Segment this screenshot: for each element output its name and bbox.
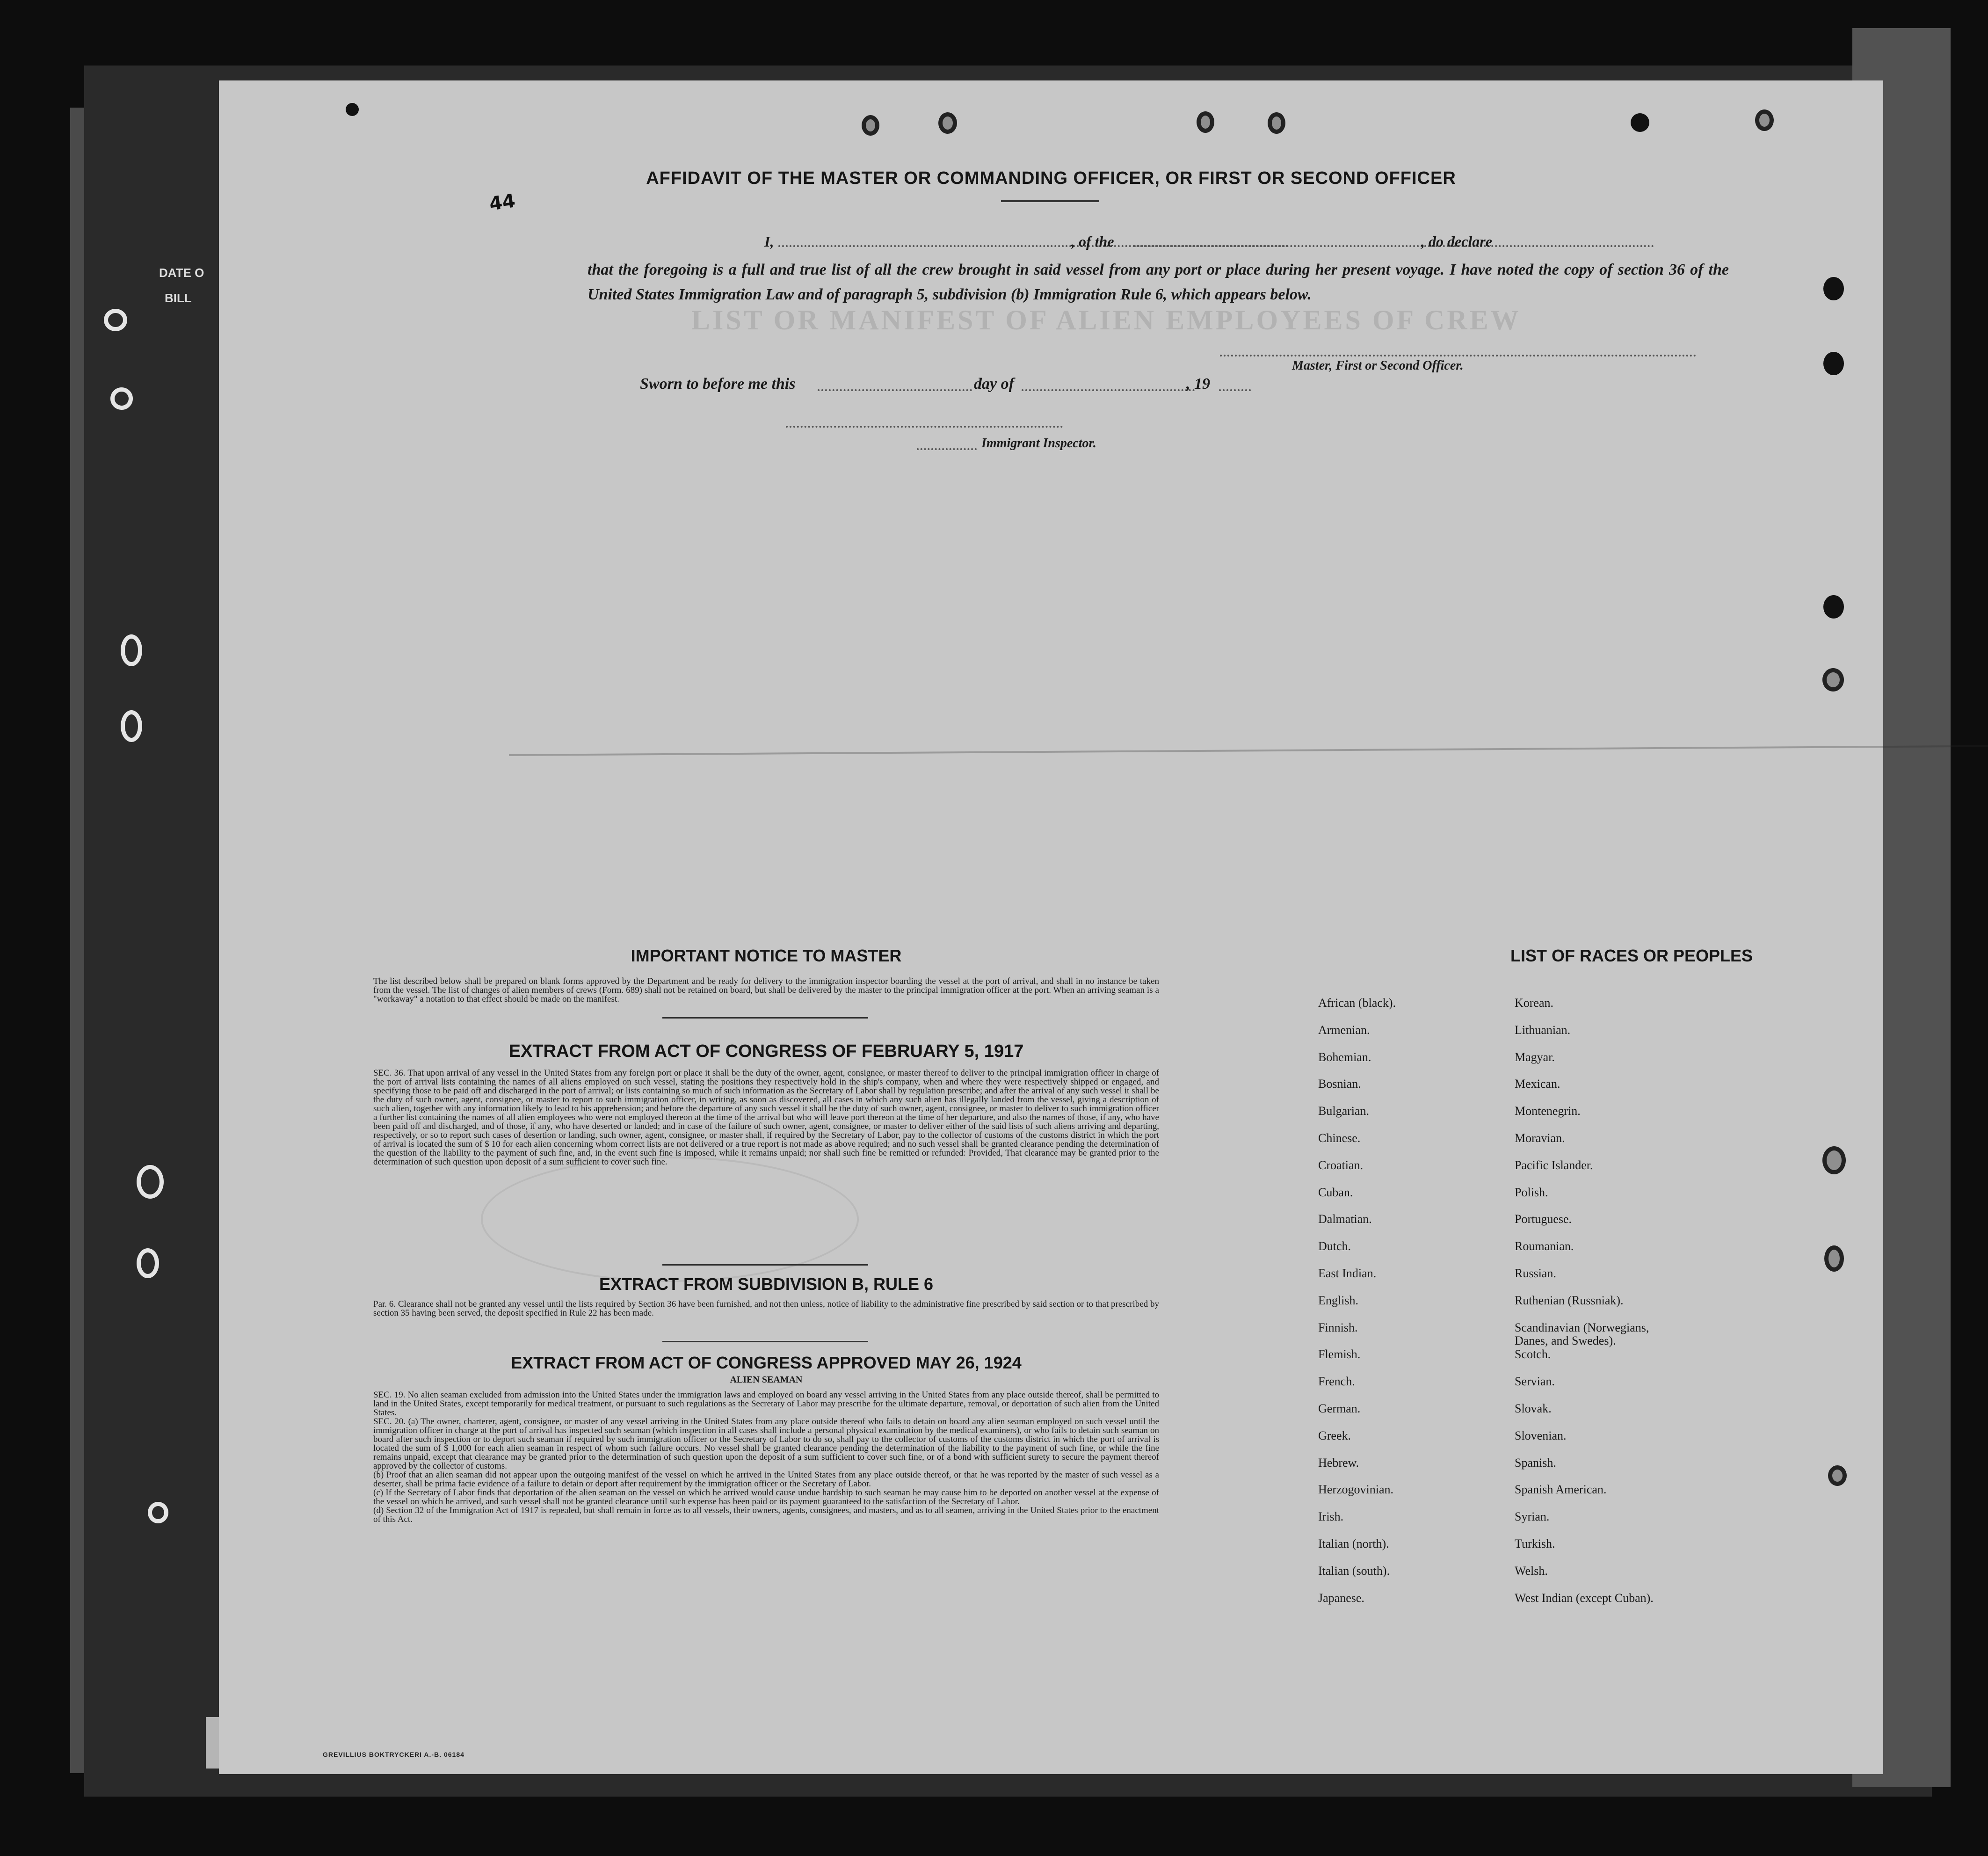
- do-declare-label: , do declare: [1421, 233, 1492, 250]
- inspector-label: Immigrant Inspector.: [981, 436, 1096, 451]
- race-item: Syrian.: [1515, 1510, 1550, 1524]
- punch-hole: [1822, 1146, 1846, 1174]
- binder-hole: [137, 1165, 164, 1199]
- sworn-day-field[interactable]: [818, 389, 972, 391]
- extract-1924-title: EXTRACT FROM ACT OF CONGRESS APPROVED MAY 26, 1924: [511, 1353, 1022, 1372]
- notice-title: IMPORTANT NOTICE TO MASTER: [631, 946, 902, 965]
- race-item: Scotch.: [1515, 1347, 1551, 1361]
- race-item: Russian.: [1515, 1266, 1556, 1280]
- race-item: Japanese.: [1318, 1591, 1364, 1605]
- extract-rule6-body: Par. 6. Clearance shall not be granted any vessel until the lists required by Section 36 have been furnished, and not then unless, notice of liability to the administrative fine prescribed by said section or to that prescribed by section 35 having been served, the deposit specified in Rule 22 has been made.: [373, 1299, 1159, 1318]
- race-item: Lithuanian.: [1515, 1023, 1571, 1037]
- race-item: Hebrew.: [1318, 1456, 1359, 1470]
- race-item: Pacific Islander.: [1515, 1158, 1593, 1172]
- extract-1917-title: EXTRACT FROM ACT OF CONGRESS OF FEBRUARY 5, 1917: [508, 1041, 1024, 1061]
- affidavit-statement: that the foregoing is a full and true list of all the crew brought in said vessel from any port or place during her present voyage. I have noted the copy of section 36 of the United States Immigration Law and of paragraph 5, subdivision (b) Immigration Rule 6, which appears below.: [588, 261, 1729, 303]
- year-label: , 19: [1186, 375, 1210, 393]
- race-item: Slovak.: [1515, 1402, 1552, 1415]
- race-item: Armenian.: [1318, 1023, 1370, 1037]
- i-label: I,: [764, 233, 774, 250]
- vessel-field[interactable]: [1134, 245, 1654, 247]
- race-item: Dutch.: [1318, 1239, 1351, 1253]
- race-item: Polish.: [1515, 1185, 1548, 1199]
- punch-hole: [1755, 109, 1774, 131]
- race-item: Servian.: [1515, 1375, 1555, 1389]
- race-item: Scandinavian (Norwegians, Danes, and Swedes).: [1515, 1320, 1649, 1347]
- extract-1924-body: SEC. 19. No alien seaman excluded from admission into the United States under the immigration laws and employed on board any vessel arriving in the United States from any place outside thereof, shall be permitted to land in the United States, except temporarily for medical treatment, or pursuant to such regulations as the Secretary of Labor may prescribe for the ultimate departure, removal, or deportation of such alien from the United States. SEC. 20. (a) The owner, charterer, agent, consignee, or master of any vessel arriving in the United States from any place outside thereof who fails to detain on board any alien seaman employed on such vessel until the immigration officer in charge at the port of arrival has inspected such seaman (which inspection in all cases shall include a personal physical examination by the medical examiners), or who fails to detain such seaman on board after such inspection or to deport such seaman if required by such immigration officer or the Secretary of Labor to do so, shall pay to the collector of customs of the customs district in which the port of arrival is located the sum of $ 1,000 for each alien seaman in respect of whom such failure occurs. No vessel shall be granted clearance pending the determination of the liability to the payment of such fine, or while the fine remains unpaid, except that clearance may be granted prior to the determination of such question upon the deposit of a sum sufficient to cover such fine, or of a bond with sufficient surety to secure the payment thereof approved by the collector of customs. (b) Proof that an alien seaman did not appear upon the outgoing manifest of the vessel on which he arrived in the United States from any place outside thereof, or that he was reported by the master of such vessel as a deserter, shall be prima facie evidence of a failure to detain or deport after requirement by the immigration officer or the Secretary of Labor. (c) If the Secretary of Labor finds that deportation of the alien seaman on the vessel on which he arrived would cause undue hardship to such seaman he may cause him to be deported on another vessel at the expense of the vessel on which he arrived, and such vessel shall not be granted clearance until such expense has been paid or its payment guaranteed to the satisfaction of the Secretary of Labor. (d) Section 32 of the Immigration Act of 1917 is repealed, but shall remain in force as to all vessels, their owners, agents, consignees, and masters, and as to all seamen, arriving in the United States prior to the enactment of this Act.: [373, 1390, 1159, 1524]
- race-item: French.: [1318, 1375, 1355, 1389]
- punch-hole: [1823, 595, 1844, 619]
- race-item: African (black).: [1318, 996, 1396, 1010]
- race-item: Spanish American.: [1515, 1483, 1607, 1497]
- race-item: Bohemian.: [1318, 1050, 1371, 1064]
- race-item: Irish.: [1318, 1510, 1344, 1524]
- punch-hole: [1822, 668, 1844, 691]
- race-item: Bulgarian.: [1318, 1104, 1370, 1118]
- race-item: West Indian (except Cuban).: [1515, 1591, 1654, 1605]
- binder-hole: [110, 387, 133, 410]
- extract-1917-body: SEC. 36. That upon arrival of any vessel in the United States from any foreign port or place it shall be the duty of the owner, agent, consignee, or master thereof to deliver to the principal immigration officer in charge of the port of arrival lists containing the names of all aliens employed on such vessel, stating the positions they respectively hold in the ship's company, when and where they were respectively shipped or engaged, and specifying those to be paid off and discharged in the port of arrival; or lists containing so much of such information as the Secretary of Labor shall by regulation prescribe; and after the arrival of any such vessel it shall be the duty of such owner, agent, consignee, or master to report to such immigration officer, in writing, as soon as discovered, all cases in which any such alien has illegally landed from the vessel, giving a description of such alien, together with any information likely to lead to his apprehension; and before the departure of any such vessel it shall be the duty of such owner, agent, consignee, or master to deliver to such immigration officer a further list containing the names of all alien employees who were not employed thereon at the time of the arrival but who will leave port thereon at the time of her departure, and also the names of those, if any, who have been paid off and discharged, and of those, if any, who have deserted or landed; and in case of the failure of such owner, agent, consignee, or master to deliver either of the said lists of such aliens arriving and departing, respectively, or so to report such cases of desertion or landing, such owner, agent, consignee, or master shall, if required by the Secretary of Labor, pay to the collector of customs of the customs district in which the port of arrival is located the sum of $ 10 for each alien concerning whom correct lists are not delivered or a true report is not made as above required; and no such vessel shall be granted clearance pending the determination of the question of the liability to the payment of such fine, and, in the event such fine is imposed, while it remains unpaid; nor shall such fine be remitted or refunded: Provided, That clearance may be granted prior to the determination of such question upon deposit of a sum sufficient to cover such fine.: [373, 1068, 1159, 1167]
- master-signature-field[interactable]: [1220, 355, 1696, 357]
- affidavit-page: [219, 80, 1883, 1774]
- race-item: Cuban.: [1318, 1185, 1353, 1199]
- race-item: Italian (south).: [1318, 1564, 1390, 1578]
- race-item: Ruthenian (Russniak).: [1515, 1293, 1624, 1307]
- ghost-heading: LIST OR MANIFEST OF ALIEN EMPLOYEES OF CREW: [691, 305, 1521, 335]
- binder-hole: [148, 1502, 168, 1523]
- race-item: Croatian.: [1318, 1158, 1364, 1172]
- binder-hole: [104, 309, 127, 331]
- day-of-label: day of: [974, 375, 1014, 393]
- master-signature-label: Master, First or Second Officer.: [1292, 358, 1464, 373]
- race-item: Welsh.: [1515, 1564, 1548, 1578]
- punch-hole: [938, 112, 957, 134]
- punch-hole: [1268, 112, 1285, 134]
- race-item: Spanish.: [1515, 1456, 1556, 1470]
- punch-hole: [1823, 352, 1844, 375]
- race-item: Magyar.: [1515, 1050, 1555, 1064]
- race-item: Bosnian.: [1318, 1077, 1361, 1091]
- race-item: Herzogovinian.: [1318, 1483, 1394, 1497]
- race-item: Finnish.: [1318, 1320, 1358, 1334]
- sworn-year-field[interactable]: [1219, 389, 1251, 391]
- extract-1924-subtitle: ALIEN SEAMAN: [730, 1375, 803, 1385]
- handwritten-mark: 44: [488, 190, 517, 215]
- punch-hole: [1828, 1465, 1847, 1486]
- race-item: Portuguese.: [1515, 1212, 1572, 1226]
- extract-rule6-title: EXTRACT FROM SUBDIVISION B, RULE 6: [599, 1274, 934, 1294]
- divider: [662, 1341, 868, 1342]
- race-item: Roumanian.: [1515, 1239, 1574, 1253]
- race-item: German.: [1318, 1402, 1361, 1415]
- race-item: Mexican.: [1515, 1077, 1560, 1091]
- race-item: Greek.: [1318, 1428, 1351, 1442]
- sworn-label: Sworn to before me this: [640, 375, 796, 393]
- race-item: Korean.: [1515, 996, 1554, 1010]
- race-item: Slovenian.: [1515, 1428, 1567, 1442]
- affidavit-title: AFFIDAVIT OF THE MASTER OR COMMANDING OFFICER, OR FIRST OR SECOND OFFICER: [646, 168, 1456, 188]
- punch-hole: [1823, 277, 1844, 300]
- race-item: Dalmatian.: [1318, 1212, 1372, 1226]
- punch-hole: [1631, 113, 1649, 132]
- date-label: DATE O: [159, 266, 204, 280]
- sworn-month-field[interactable]: [1022, 389, 1195, 391]
- race-item: Montenegrin.: [1515, 1104, 1581, 1118]
- race-item: English.: [1318, 1293, 1358, 1307]
- binder-hole: [121, 634, 142, 666]
- notice-body: The list described below shall be prepared on blank forms approved by the Department and be ready for delivery to the immigration inspector boarding the vessel at the port of arrival, and shall in no instance be taken from the vessel. The list of changes of alien members of crews (Form. 689) shall not be retained on board, but shall be delivered by the master to the principal immigration officer at the port. When an arriving seaman is a "workaway" a notation to that effect should be made on the manifest.: [373, 976, 1159, 1004]
- race-item: East Indian.: [1318, 1266, 1377, 1280]
- punch-hole: [346, 103, 359, 116]
- race-item: Italian (north).: [1318, 1537, 1389, 1550]
- inspector-signature-field[interactable]: [786, 426, 1063, 428]
- title-rule: [1001, 200, 1099, 202]
- divider: [662, 1264, 868, 1266]
- ghost-stamp: [481, 1157, 859, 1282]
- race-item: Turkish.: [1515, 1537, 1555, 1550]
- printer-mark: GREVILLIUS BOKTRYCKERI A.-B. 06184: [323, 1751, 464, 1758]
- ghost-rule: [509, 745, 1988, 756]
- of-the-label: , of the: [1071, 233, 1114, 250]
- race-item: Chinese.: [1318, 1131, 1361, 1145]
- race-item: Flemish.: [1318, 1347, 1361, 1361]
- punch-hole: [862, 115, 879, 136]
- punch-hole: [1824, 1245, 1844, 1272]
- punch-hole: [1197, 111, 1214, 133]
- race-item: Moravian.: [1515, 1131, 1565, 1145]
- divider: [662, 1017, 868, 1019]
- races-title: LIST OF RACES OR PEOPLES: [1510, 946, 1753, 965]
- bill-label: BILL: [165, 291, 192, 305]
- binder-hole: [137, 1248, 159, 1278]
- inspector-prefix-field[interactable]: [917, 448, 977, 450]
- binder-hole: [121, 710, 142, 742]
